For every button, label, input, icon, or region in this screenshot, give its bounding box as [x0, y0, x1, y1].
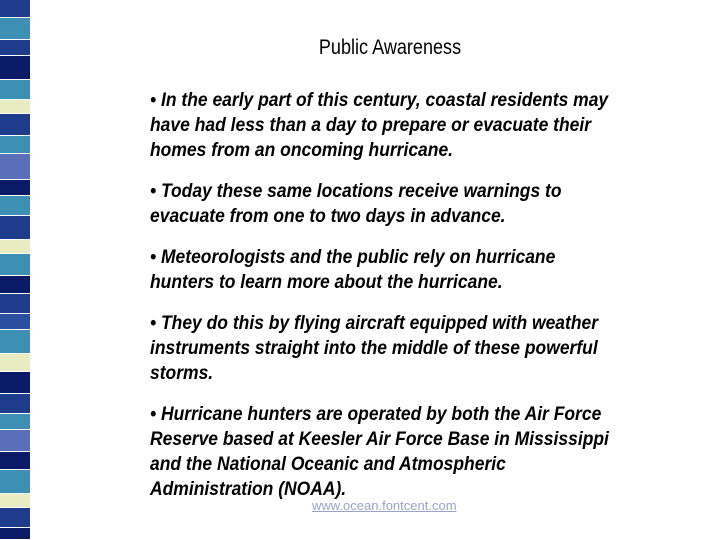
- stripe-segment: [0, 294, 30, 314]
- stripe-segment: [0, 240, 30, 254]
- stripe-segment: [0, 80, 30, 100]
- stripe-segment: [0, 40, 30, 56]
- stripe-segment: [0, 508, 30, 528]
- bullet-point: • Meteorologists and the public rely on hurricane hunters to learn more about the hurricane.: [150, 247, 556, 293]
- stripe-segment: [0, 196, 30, 216]
- stripe-segment: [0, 276, 30, 294]
- slide-title: Public Awareness: [318, 36, 462, 59]
- stripe-segment: [0, 330, 30, 354]
- stripe-segment: [0, 414, 30, 430]
- bullet-point: • They do this by flying aircraft equipped with weather instruments straight into the middle of these powerful storms.: [150, 313, 599, 384]
- stripe-segment: [0, 136, 30, 154]
- footer-link[interactable]: www.ocean.fontcent.com: [312, 498, 457, 513]
- stripe-segment: [0, 354, 30, 372]
- stripe-segment: [0, 0, 30, 18]
- stripe-segment: [0, 528, 30, 540]
- stripe-segment: [0, 254, 30, 276]
- stripe-segment: [0, 430, 30, 452]
- stripe-segment: [0, 216, 30, 240]
- stripe-segment: [0, 180, 30, 196]
- stripe-segment: [0, 18, 30, 40]
- stripe-segment: [0, 314, 30, 330]
- slide-body: [150, 88, 620, 518]
- stripe-segment: [0, 372, 30, 394]
- stripe-segment: [0, 452, 30, 470]
- bullet-point: • In the early part of this century, coastal residents may have had less than a day to prepare or evacuate their homes from an oncoming hurricane.: [150, 90, 609, 161]
- stripe-segment: [0, 494, 30, 508]
- bullet-point: • Hurricane hunters are operated by both the Air Force Reserve based at Keesler Air Force Base in Mississippi and the National Oceanic and Atmospheric Administration (NOAA).: [150, 404, 609, 500]
- stripe-segment: [0, 394, 30, 414]
- stripe-segment: [0, 114, 30, 136]
- stripe-segment: [0, 56, 30, 80]
- decorative-stripe-border: [0, 0, 30, 540]
- stripe-segment: [0, 100, 30, 114]
- stripe-segment: [0, 470, 30, 494]
- stripe-segment: [0, 154, 30, 180]
- bullet-point: • Today these same locations receive warnings to evacuate from one to two days in advance.: [150, 181, 562, 227]
